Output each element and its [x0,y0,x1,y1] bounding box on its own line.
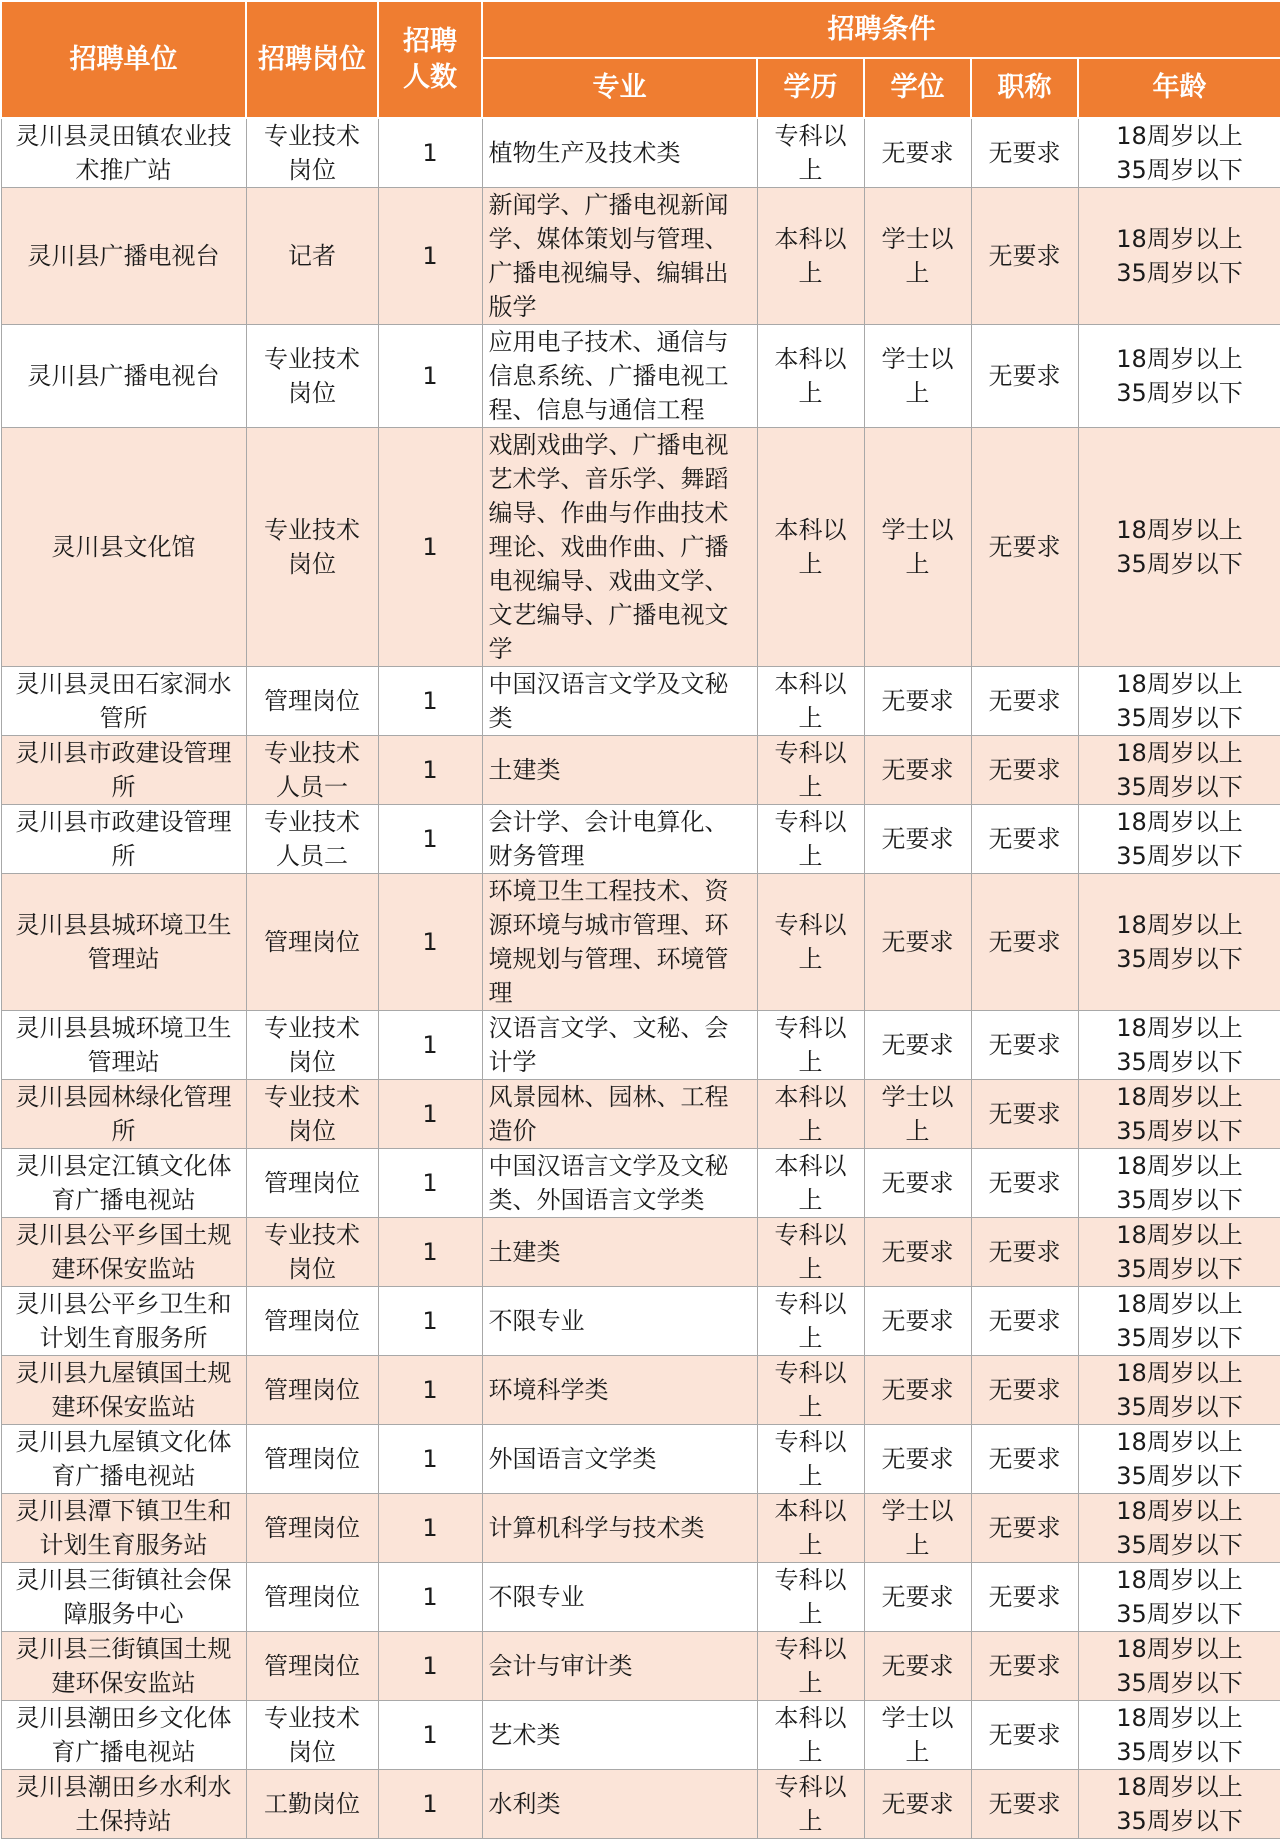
age-max: 35周岁以下 [1116,773,1243,801]
age-max: 35周岁以下 [1116,1462,1243,1490]
table-cell-title: 无要求 [971,188,1078,325]
table-cell-count: 1 [378,428,482,667]
table-cell-title: 无要求 [971,1356,1078,1425]
table-cell-title: 无要求 [971,874,1078,1011]
age-min: 18周岁以上 [1116,1014,1243,1042]
age-max: 35周岁以下 [1116,1807,1243,1835]
table-cell-position: 管理岗位 [246,1356,378,1425]
table-cell-position: 工勤岗位 [246,1770,378,1839]
age-min: 18周岁以上 [1116,1566,1243,1594]
age-min: 18周岁以上 [1116,1428,1243,1456]
header-age: 年龄 [1078,58,1280,118]
table-cell-title: 无要求 [971,1149,1078,1218]
table-cell-position: 专业技术岗位 [246,1701,378,1770]
table-row [1,736,1280,805]
table-cell-title: 无要求 [971,118,1078,188]
table-cell-education: 专科以上 [757,805,864,874]
header-title: 职称 [971,58,1078,118]
table-cell-major: 土建类 [482,1218,757,1287]
table-cell-title: 无要求 [971,1080,1078,1149]
table-cell-degree: 无要求 [864,805,971,874]
table-cell-degree: 无要求 [864,874,971,1011]
table-cell-age [1078,118,1280,188]
age-max: 35周岁以下 [1116,1669,1243,1697]
table-cell-position: 管理岗位 [246,667,378,736]
table-cell-unit: 灵川县文化馆 [1,428,246,667]
table-cell-education: 专科以上 [757,118,864,188]
table-cell-age [1078,1563,1280,1632]
header-position: 招聘岗位 [246,1,378,118]
table-cell-unit: 灵川县县城环境卫生管理站 [1,1011,246,1080]
table-cell-education: 专科以上 [757,874,864,1011]
table-cell-major: 戏剧戏曲学、广播电视艺术学、音乐学、舞蹈编导、作曲与作曲技术理论、戏曲作曲、广播电视编导、戏曲文学、文艺编导、广播电视文学 [482,428,757,667]
table-cell-degree: 无要求 [864,1563,971,1632]
age-min: 18周岁以上 [1116,1083,1243,1111]
age-max: 35周岁以下 [1116,1600,1243,1628]
table-cell-education: 专科以上 [757,1770,864,1839]
table-cell-count: 1 [378,1701,482,1770]
table-cell-count: 1 [378,1770,482,1839]
table-cell-major: 不限专业 [482,1563,757,1632]
age-max: 35周岁以下 [1116,1531,1243,1559]
table-cell-position: 管理岗位 [246,1149,378,1218]
table-cell-degree: 无要求 [864,1287,971,1356]
table-cell-unit: 灵川县广播电视台 [1,188,246,325]
table-cell-education: 专科以上 [757,1011,864,1080]
table-cell-major: 汉语言文学、文秘、会计学 [482,1011,757,1080]
table-cell-education: 本科以上 [757,1701,864,1770]
table-cell-major: 会计学、会计电算化、财务管理 [482,805,757,874]
table-cell-unit: 灵川县三街镇社会保障服务中心 [1,1563,246,1632]
table-cell-major: 中国汉语言文学及文秘类、外国语言文学类 [482,1149,757,1218]
table-cell-title: 无要求 [971,1632,1078,1701]
table-cell-degree: 无要求 [864,1218,971,1287]
age-max: 35周岁以下 [1116,704,1243,732]
age-max: 35周岁以下 [1116,1117,1243,1145]
table-cell-age [1078,1356,1280,1425]
table-row [1,1701,1280,1770]
table-cell-title: 无要求 [971,1494,1078,1563]
table-cell-major: 风景园林、园林、工程造价 [482,1080,757,1149]
table-cell-position: 管理岗位 [246,1563,378,1632]
table-cell-unit: 灵川县三街镇国土规建环保安监站 [1,1632,246,1701]
table-cell-degree: 学士以上 [864,1494,971,1563]
age-min: 18周岁以上 [1116,225,1243,253]
table-cell-count: 1 [378,1494,482,1563]
table-cell-unit: 灵川县潭下镇卫生和计划生育服务站 [1,1494,246,1563]
table-row [1,428,1280,667]
table-cell-age [1078,1770,1280,1839]
table-cell-position: 专业技术人员一 [246,736,378,805]
table-cell-unit: 灵川县公平乡国土规建环保安监站 [1,1218,246,1287]
table-cell-degree: 无要求 [864,736,971,805]
table-cell-age [1078,805,1280,874]
table-cell-major: 外国语言文学类 [482,1425,757,1494]
age-min: 18周岁以上 [1116,1221,1243,1249]
table-cell-degree: 学士以上 [864,325,971,428]
table-cell-position: 专业技术岗位 [246,118,378,188]
age-min: 18周岁以上 [1116,1152,1243,1180]
table-cell-position: 专业技术岗位 [246,1080,378,1149]
age-min: 18周岁以上 [1116,122,1243,150]
table-cell-unit: 灵川县园林绿化管理所 [1,1080,246,1149]
age-min: 18周岁以上 [1116,739,1243,767]
table-cell-count: 1 [378,1563,482,1632]
table-cell-age [1078,1494,1280,1563]
table-cell-count: 1 [378,1425,482,1494]
table-cell-degree: 无要求 [864,1011,971,1080]
age-max: 35周岁以下 [1116,379,1243,407]
age-max: 35周岁以下 [1116,1186,1243,1214]
table-cell-age [1078,1011,1280,1080]
header-count: 招聘人数 [378,1,482,118]
table-cell-position: 专业技术岗位 [246,428,378,667]
table-row [1,188,1280,325]
table-row [1,1218,1280,1287]
table-row [1,1632,1280,1701]
table-cell-unit: 灵川县广播电视台 [1,325,246,428]
table-cell-unit: 灵川县灵田镇农业技术推广站 [1,118,246,188]
table-cell-major: 不限专业 [482,1287,757,1356]
table-cell-title: 无要求 [971,325,1078,428]
table-cell-major: 土建类 [482,736,757,805]
table-cell-position: 管理岗位 [246,1287,378,1356]
table-cell-title: 无要求 [971,805,1078,874]
table-cell-unit: 灵川县潮田乡文化体育广播电视站 [1,1701,246,1770]
table-cell-education: 专科以上 [757,1218,864,1287]
table-cell-degree: 学士以上 [864,1701,971,1770]
table-cell-age [1078,188,1280,325]
table-cell-education: 本科以上 [757,1080,864,1149]
table-cell-degree: 无要求 [864,1770,971,1839]
table-cell-education: 专科以上 [757,1563,864,1632]
age-max: 35周岁以下 [1116,1324,1243,1352]
table-cell-education: 本科以上 [757,188,864,325]
table-cell-age [1078,1425,1280,1494]
table-cell-title: 无要求 [971,1287,1078,1356]
table-cell-count: 1 [378,118,482,188]
table-cell-title: 无要求 [971,428,1078,667]
table-cell-education: 专科以上 [757,1632,864,1701]
table-cell-age [1078,1632,1280,1701]
table-row [1,1287,1280,1356]
table-cell-unit: 灵川县市政建设管理所 [1,805,246,874]
age-max: 35周岁以下 [1116,842,1243,870]
table-cell-unit: 灵川县九屋镇文化体育广播电视站 [1,1425,246,1494]
table-cell-count: 1 [378,667,482,736]
table-cell-major: 环境卫生工程技术、资源环境与城市管理、环境规划与管理、环境管理 [482,874,757,1011]
table-cell-age [1078,736,1280,805]
table-cell-education: 本科以上 [757,1149,864,1218]
table-cell-count: 1 [378,1287,482,1356]
table-cell-count: 1 [378,325,482,428]
table-row [1,1356,1280,1425]
age-min: 18周岁以上 [1116,911,1243,939]
table-cell-education: 专科以上 [757,736,864,805]
table-cell-education: 专科以上 [757,1287,864,1356]
table-body [1,118,1280,1839]
table-cell-degree: 学士以上 [864,188,971,325]
age-max: 35周岁以下 [1116,1738,1243,1766]
age-min: 18周岁以上 [1116,670,1243,698]
table-cell-title: 无要求 [971,1218,1078,1287]
age-max: 35周岁以下 [1116,550,1243,578]
table-cell-major: 环境科学类 [482,1356,757,1425]
table-row [1,1425,1280,1494]
header-education: 学历 [757,58,864,118]
table-cell-title: 无要求 [971,667,1078,736]
table-cell-degree: 无要求 [864,1149,971,1218]
table-cell-age [1078,1218,1280,1287]
table-cell-title: 无要求 [971,1011,1078,1080]
age-min: 18周岁以上 [1116,1497,1243,1525]
table-cell-count: 1 [378,1011,482,1080]
table-cell-unit: 灵川县市政建设管理所 [1,736,246,805]
table-cell-position: 专业技术岗位 [246,325,378,428]
age-min: 18周岁以上 [1116,1704,1243,1732]
table-cell-education: 本科以上 [757,667,864,736]
table-cell-degree: 学士以上 [864,1080,971,1149]
table-cell-position: 记者 [246,188,378,325]
table-cell-unit: 灵川县九屋镇国土规建环保安监站 [1,1356,246,1425]
table-cell-age [1078,325,1280,428]
table-cell-unit: 灵川县县城环境卫生管理站 [1,874,246,1011]
table-cell-major: 会计与审计类 [482,1632,757,1701]
table-cell-count: 1 [378,805,482,874]
header-major: 专业 [482,58,757,118]
table-cell-age [1078,1701,1280,1770]
table-cell-count: 1 [378,736,482,805]
age-min: 18周岁以上 [1116,808,1243,836]
table-cell-title: 无要求 [971,1770,1078,1839]
table-cell-position: 管理岗位 [246,1494,378,1563]
age-min: 18周岁以上 [1116,1773,1243,1801]
table-cell-count: 1 [378,874,482,1011]
table-cell-education: 本科以上 [757,428,864,667]
table-cell-degree: 学士以上 [864,428,971,667]
table-cell-unit: 灵川县定江镇文化体育广播电视站 [1,1149,246,1218]
header-conditions: 招聘条件 [482,1,1280,58]
table-cell-degree: 无要求 [864,667,971,736]
table-row [1,874,1280,1011]
age-max: 35周岁以下 [1116,1255,1243,1283]
age-max: 35周岁以下 [1116,156,1243,184]
table-cell-age [1078,1080,1280,1149]
table-cell-degree: 无要求 [864,118,971,188]
table-cell-count: 1 [378,1080,482,1149]
table-row [1,1080,1280,1149]
table-cell-count: 1 [378,1632,482,1701]
table-cell-position: 专业技术岗位 [246,1011,378,1080]
table-row [1,1494,1280,1563]
table-row [1,805,1280,874]
table-row [1,1011,1280,1080]
table-cell-position: 管理岗位 [246,1632,378,1701]
table-cell-position: 专业技术人员二 [246,805,378,874]
table-cell-title: 无要求 [971,1425,1078,1494]
age-min: 18周岁以上 [1116,1290,1243,1318]
table-cell-count: 1 [378,1356,482,1425]
age-min: 18周岁以上 [1116,1635,1243,1663]
table-cell-degree: 无要求 [864,1425,971,1494]
table-cell-major: 中国汉语言文学及文秘类 [482,667,757,736]
table-cell-degree: 无要求 [864,1632,971,1701]
header-degree: 学位 [864,58,971,118]
table-cell-position: 管理岗位 [246,874,378,1011]
table-cell-age [1078,874,1280,1011]
table-cell-major: 植物生产及技术类 [482,118,757,188]
age-min: 18周岁以上 [1116,1359,1243,1387]
age-max: 35周岁以下 [1116,259,1243,287]
table-cell-unit: 灵川县灵田石家洞水管所 [1,667,246,736]
table-cell-count: 1 [378,188,482,325]
table-cell-age [1078,428,1280,667]
table-cell-age [1078,667,1280,736]
table-cell-position: 专业技术岗位 [246,1218,378,1287]
table-cell-title: 无要求 [971,1563,1078,1632]
age-min: 18周岁以上 [1116,516,1243,544]
table-row [1,667,1280,736]
age-max: 35周岁以下 [1116,1393,1243,1421]
table-cell-count: 1 [378,1149,482,1218]
table-cell-count: 1 [378,1218,482,1287]
age-max: 35周岁以下 [1116,1048,1243,1076]
table-cell-major: 艺术类 [482,1701,757,1770]
header-unit: 招聘单位 [1,1,246,118]
table-cell-major: 新闻学、广播电视新闻学、媒体策划与管理、广播电视编导、编辑出版学 [482,188,757,325]
table-cell-education: 专科以上 [757,1356,864,1425]
table-row [1,118,1280,188]
table-cell-unit: 灵川县潮田乡水利水土保持站 [1,1770,246,1839]
table-cell-major: 应用电子技术、通信与信息系统、广播电视工程、信息与通信工程 [482,325,757,428]
table-row [1,1563,1280,1632]
table-cell-age [1078,1149,1280,1218]
age-max: 35周岁以下 [1116,945,1243,973]
table-cell-position: 管理岗位 [246,1425,378,1494]
table-row [1,325,1280,428]
table-cell-age [1078,1287,1280,1356]
table-header [1,1,1280,118]
table-row [1,1770,1280,1839]
table-cell-education: 本科以上 [757,325,864,428]
table-cell-title: 无要求 [971,736,1078,805]
table-cell-unit: 灵川县公平乡卫生和计划生育服务所 [1,1287,246,1356]
table-row [1,1149,1280,1218]
table-cell-major: 计算机科学与技术类 [482,1494,757,1563]
table-cell-education: 本科以上 [757,1494,864,1563]
table-cell-education: 专科以上 [757,1425,864,1494]
table-cell-major: 水利类 [482,1770,757,1839]
age-min: 18周岁以上 [1116,345,1243,373]
table-cell-degree: 无要求 [864,1356,971,1425]
table-cell-title: 无要求 [971,1701,1078,1770]
